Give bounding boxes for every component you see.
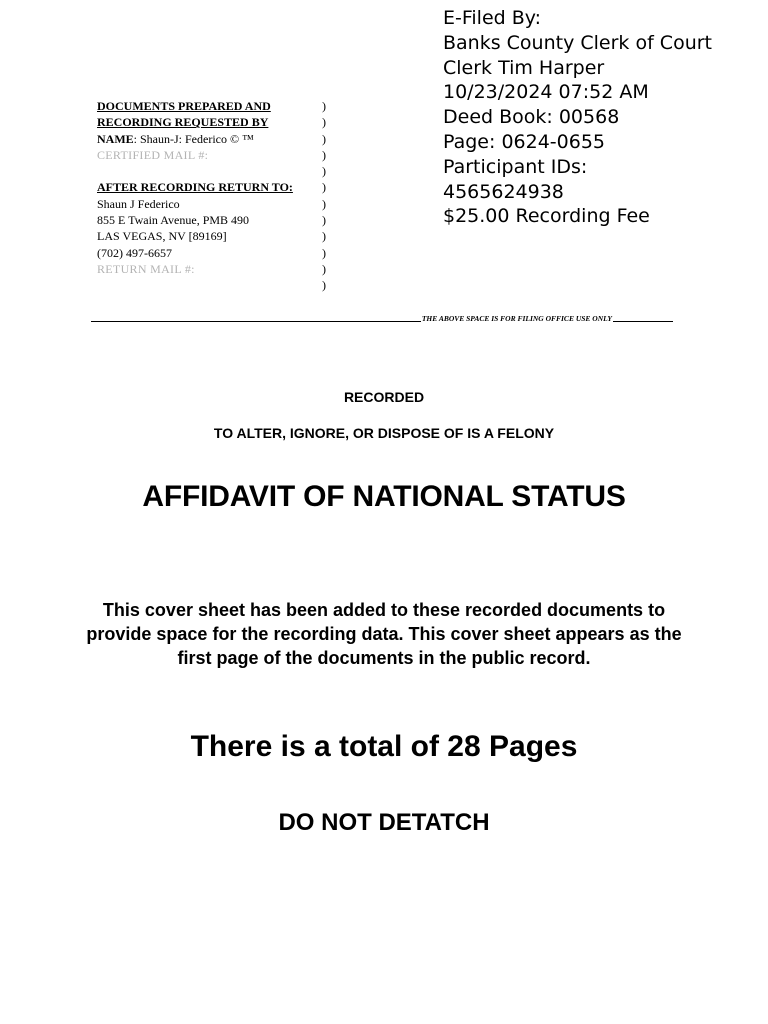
return-name: Shaun J Federico [97, 196, 180, 211]
return-mail-label: RETURN MAIL #: [97, 261, 195, 276]
certified-mail-row [97, 147, 337, 163]
paren: ) [322, 180, 326, 195]
recorded-label: RECORDED [343, 389, 425, 405]
name-label: NAME [97, 131, 134, 146]
prepared-header-1: DOCUMENTS PREPARED AND [97, 99, 271, 113]
return-city: LAS VEGAS, NV [89169] [97, 229, 227, 244]
return-header: AFTER RECORDING RETURN TO: [97, 180, 293, 195]
return-mail-row [97, 261, 337, 277]
efile-line: Deed Book: 00568 [443, 106, 620, 129]
paren: ) [322, 99, 326, 113]
prepared-header-row [97, 98, 337, 114]
paren: ) [322, 229, 326, 244]
paren: ) [322, 115, 326, 130]
paren: ) [322, 278, 326, 293]
felony-notice: TO ALTER, IGNORE, OR DISPOSE OF IS A FELONY [213, 425, 555, 441]
cover-sheet-text: This cover sheet has been added to these recorded documents to provide space for the recording data. This cover sheet appears as the first page of the documents in the public record. [86, 600, 682, 669]
blank-row [97, 277, 337, 293]
filing-office-line [91, 311, 673, 323]
paren: ) [322, 196, 326, 211]
return-name-row [97, 196, 337, 212]
efile-line: $25.00 Recording Fee [443, 205, 650, 228]
name-value: : Shaun-J: Federico © ™ [133, 131, 254, 146]
paren: ) [322, 261, 326, 276]
prepared-header-2: RECORDING REQUESTED BY [97, 115, 269, 130]
efile-line: E-Filed By: [443, 7, 542, 29]
paren: ) [322, 245, 326, 260]
paren: ) [322, 164, 326, 179]
efile-line: 10/23/2024 07:52 AM [443, 81, 649, 104]
return-street: 855 E Twain Avenue, PMB 490 [97, 213, 250, 228]
document-title: AFFIDAVIT OF NATIONAL STATUS [142, 480, 626, 513]
prepared-header-row [97, 114, 337, 130]
efile-line: Banks County Clerk of Court [443, 31, 713, 54]
efile-stamp [443, 6, 763, 229]
efile-line: Participant IDs: [443, 155, 588, 178]
paren: ) [322, 213, 326, 228]
certified-mail-label: CERTIFIED MAIL #: [97, 147, 209, 162]
return-header-row [97, 179, 337, 195]
do-not-detach: DO NOT DETATCH [278, 809, 490, 836]
divider [613, 321, 673, 322]
blank-row [97, 163, 337, 179]
efile-line: Clerk Tim Harper [443, 56, 605, 79]
return-phone-row [97, 245, 337, 261]
efile-line: Page: 0624-0655 [443, 130, 606, 153]
total-pages: There is a total of 28 Pages [190, 730, 578, 763]
paren: ) [322, 147, 326, 162]
efile-line: 4565624938 [443, 180, 564, 203]
prepared-by-block [97, 98, 337, 294]
return-phone: (702) 497-6657 [97, 245, 172, 260]
return-city-row [97, 228, 337, 244]
divider [91, 321, 421, 322]
name-row [97, 131, 337, 147]
filing-office-note: THE ABOVE SPACE IS FOR FILING OFFICE USE ONLY [421, 314, 612, 323]
return-street-row [97, 212, 337, 228]
paren: ) [322, 131, 326, 146]
